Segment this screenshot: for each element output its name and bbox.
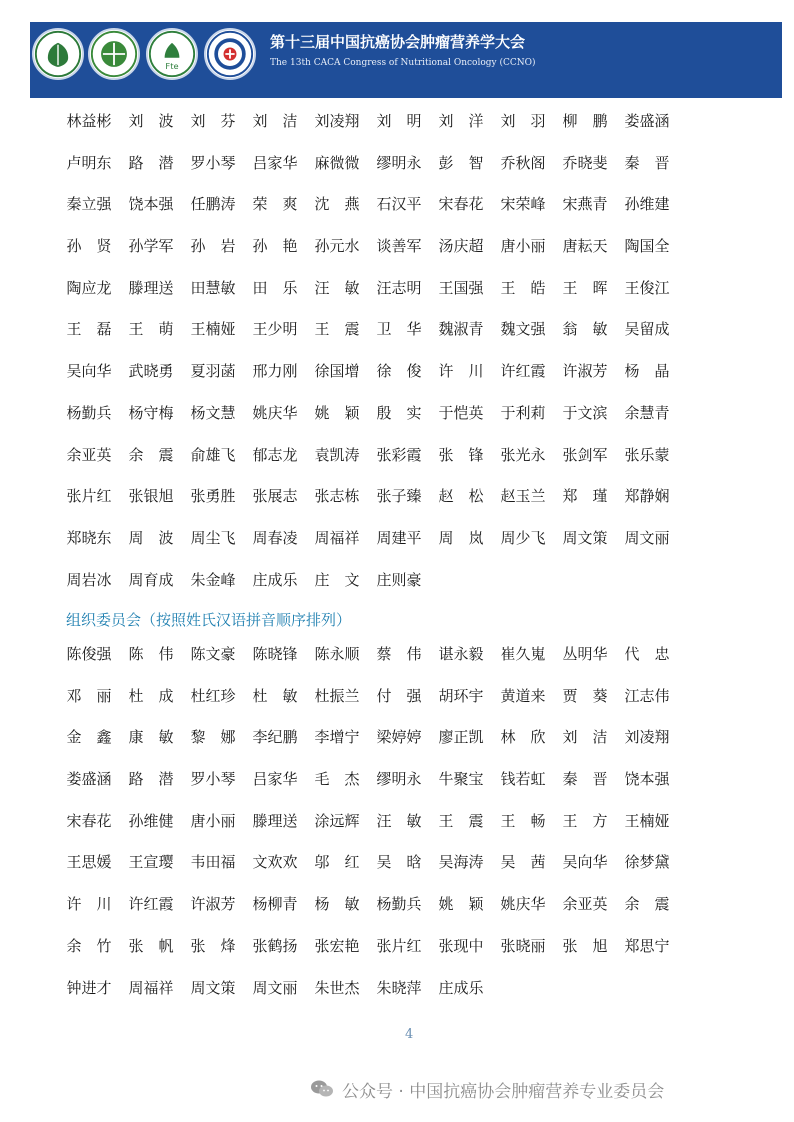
member-name: 蔡 伟 — [376, 645, 422, 663]
member-name: 宋荣峰 — [500, 195, 546, 214]
conference-title-cn: 第十三届中国抗癌协会肿瘤营养学大会 — [270, 33, 526, 51]
member-name: 于利莉 — [500, 403, 546, 422]
member-name: 周文丽 — [624, 528, 670, 547]
member-name: 许淑芳 — [190, 895, 236, 914]
member-name: 张银旭 — [128, 487, 174, 506]
member-name: 庄 文 — [314, 570, 360, 589]
member-name: 乔晓斐 — [562, 153, 608, 172]
member-name: 沈 燕 — [314, 195, 360, 214]
member-name: 唐小丽 — [190, 811, 236, 830]
member-name: 宋春花 — [438, 195, 484, 214]
member-name: 李纪鹏 — [252, 728, 298, 747]
member-name: 刘 洋 — [438, 112, 484, 130]
member-name: 张 帆 — [128, 936, 174, 955]
member-name: 罗小琴 — [190, 153, 236, 172]
member-name: 丛明华 — [562, 645, 608, 663]
member-name: 郑思宁 — [624, 936, 670, 955]
member-name: 王思媛 — [66, 853, 112, 872]
member-name: 庄成乐 — [252, 570, 298, 589]
member-name: 刘 波 — [128, 112, 174, 130]
member-name: 王少明 — [252, 320, 298, 339]
member-name: 路 潜 — [128, 770, 174, 789]
member-name: 王 震 — [314, 320, 360, 339]
member-name: 赵玉兰 — [500, 487, 546, 506]
member-name: 杨勤兵 — [376, 895, 422, 914]
member-name: 许 川 — [438, 362, 484, 381]
member-name: 金 鑫 — [66, 728, 112, 747]
member-name: 江志伟 — [624, 686, 670, 705]
member-name: 朱晓萍 — [376, 978, 422, 997]
member-name: 姚庆华 — [252, 403, 298, 422]
member-name: 张光永 — [500, 445, 546, 464]
member-name: 杜 敏 — [252, 686, 298, 705]
member-name: 张志栋 — [314, 487, 360, 506]
member-name: 张剑军 — [562, 445, 608, 464]
member-name: 王 萌 — [128, 320, 174, 339]
member-name: 吕家华 — [252, 770, 298, 789]
member-name: 王宣璎 — [128, 853, 174, 872]
footer-text: 公众号 · 中国抗癌协会肿瘤营养专业委员会 — [342, 1081, 665, 1102]
member-name: 胡环宇 — [438, 686, 484, 705]
member-name: 许红霞 — [128, 895, 174, 914]
member-name: 许淑芳 — [562, 362, 608, 381]
logo-3-text: Fte — [165, 60, 179, 71]
member-name: 陈晓锋 — [252, 645, 298, 663]
member-name: 余慧青 — [624, 403, 670, 422]
member-name: 杨 敏 — [314, 895, 360, 914]
member-name: 周福祥 — [314, 528, 360, 547]
member-name: 代 忠 — [624, 645, 670, 663]
member-name: 王 震 — [438, 811, 484, 830]
member-name: 刘 洁 — [562, 728, 608, 747]
member-name: 滕理送 — [128, 278, 174, 297]
member-name: 罗小琴 — [190, 770, 236, 789]
member-name: 王 皓 — [500, 278, 546, 297]
member-name: 许 川 — [66, 895, 112, 914]
member-name: 黎 娜 — [190, 728, 236, 747]
member-name: 吴向华 — [66, 362, 112, 381]
member-name: 林益彬 — [66, 112, 112, 130]
member-name: 王楠娅 — [190, 320, 236, 339]
member-name: 徐 俊 — [376, 362, 422, 381]
member-name: 朱金峰 — [190, 570, 236, 589]
member-name: 付 强 — [376, 686, 422, 705]
member-name: 吴向华 — [562, 853, 608, 872]
member-name: 黄道来 — [500, 686, 546, 705]
member-name: 陈 伟 — [128, 645, 174, 663]
member-name: 郑静娴 — [624, 487, 670, 506]
member-name: 王俊江 — [624, 278, 670, 297]
member-name: 张鹤扬 — [252, 936, 298, 955]
member-name: 张展志 — [252, 487, 298, 506]
member-name: 于恺英 — [438, 403, 484, 422]
member-name: 刘 洁 — [252, 112, 298, 130]
conference-banner — [30, 22, 782, 98]
member-name: 刘凌翔 — [624, 728, 670, 747]
member-name: 杜 成 — [128, 686, 174, 705]
member-name: 柳 鹏 — [562, 112, 608, 130]
member-name: 余 震 — [624, 895, 670, 914]
member-name: 任鹏涛 — [190, 195, 236, 214]
member-name: 张彩霞 — [376, 445, 422, 464]
member-name: 王 晖 — [562, 278, 608, 297]
member-name: 郁志龙 — [252, 445, 298, 464]
member-name: 汪 敏 — [376, 811, 422, 830]
member-name: 张乐蒙 — [624, 445, 670, 464]
member-name: 周福祥 — [128, 978, 174, 997]
member-name: 韦田福 — [190, 853, 236, 872]
member-name: 庄成乐 — [438, 978, 484, 997]
member-name: 乔秋阁 — [500, 153, 546, 172]
member-name: 秦 晋 — [562, 770, 608, 789]
footer-watermark — [310, 1077, 664, 1101]
member-name: 刘 芬 — [190, 112, 236, 130]
member-name: 饶本强 — [128, 195, 174, 214]
member-name: 邬 红 — [314, 853, 360, 872]
member-name: 陶应龙 — [66, 278, 112, 297]
member-name: 王 磊 — [66, 320, 112, 339]
member-name: 张子臻 — [376, 487, 422, 506]
member-name: 秦 晋 — [624, 153, 670, 172]
member-name: 邓 丽 — [66, 686, 112, 705]
member-name: 卢明东 — [66, 153, 112, 172]
member-name: 袁凯涛 — [314, 445, 360, 464]
member-name: 钟进才 — [66, 978, 112, 997]
member-name: 孙元水 — [314, 237, 360, 256]
member-name: 卫 华 — [376, 320, 422, 339]
member-name: 周春凌 — [252, 528, 298, 547]
member-name: 缪明永 — [376, 153, 422, 172]
member-name: 娄盛涵 — [66, 770, 112, 789]
member-name: 谌永毅 — [438, 645, 484, 663]
member-name: 邢力刚 — [252, 362, 298, 381]
logo-4-icon — [204, 28, 256, 80]
member-name: 张勇胜 — [190, 487, 236, 506]
member-name: 康 敏 — [128, 728, 174, 747]
member-name: 朱世杰 — [314, 978, 360, 997]
member-name: 秦立强 — [66, 195, 112, 214]
member-name: 石汉平 — [376, 195, 422, 214]
member-name: 周文策 — [190, 978, 236, 997]
member-name: 田慧敏 — [190, 278, 236, 297]
member-name: 陶国全 — [624, 237, 670, 256]
member-name: 于文滨 — [562, 403, 608, 422]
member-name: 周尘飞 — [190, 528, 236, 547]
member-name: 杨守梅 — [128, 403, 174, 422]
member-name: 张 烽 — [190, 936, 236, 955]
member-name: 张片红 — [376, 936, 422, 955]
member-name: 饶本强 — [624, 770, 670, 789]
member-name: 张现中 — [438, 936, 484, 955]
member-name: 吕家华 — [252, 153, 298, 172]
member-name: 麻微微 — [314, 153, 360, 172]
member-name: 张片红 — [66, 487, 112, 506]
organizing-committee-title: 组织委员会（按照姓氏汉语拼音顺序排列） — [66, 611, 352, 629]
member-name: 张 旭 — [562, 936, 608, 955]
member-name: 孙 艳 — [252, 237, 298, 256]
member-name: 宋春花 — [66, 811, 112, 830]
member-name: 夏羽菡 — [190, 362, 236, 381]
member-name: 陈俊强 — [66, 645, 112, 663]
member-name: 许红霞 — [500, 362, 546, 381]
member-name: 唐小丽 — [500, 237, 546, 256]
member-name: 刘 明 — [376, 112, 422, 130]
member-name: 杜振兰 — [314, 686, 360, 705]
member-name: 荣 爽 — [252, 195, 298, 214]
member-name: 孙维健 — [128, 811, 174, 830]
member-name: 娄盛涵 — [624, 112, 670, 130]
member-name: 李增宁 — [314, 728, 360, 747]
committee-2-name-list — [58, 641, 698, 1016]
member-name: 王 方 — [562, 811, 608, 830]
member-name: 余 震 — [128, 445, 174, 464]
member-name: 涂远辉 — [314, 811, 360, 830]
member-name: 姚庆华 — [500, 895, 546, 914]
member-name: 张 锋 — [438, 445, 484, 464]
member-name: 毛 杰 — [314, 770, 360, 789]
member-name: 周 岚 — [438, 528, 484, 547]
member-name: 刘 羽 — [500, 112, 546, 130]
member-name: 孙学军 — [128, 237, 174, 256]
member-name: 杨柳青 — [252, 895, 298, 914]
page-number: 4 — [405, 1027, 414, 1042]
member-name: 周岩冰 — [66, 570, 112, 589]
member-name: 周 波 — [128, 528, 174, 547]
member-name: 俞雄飞 — [190, 445, 236, 464]
member-name: 文欢欢 — [252, 853, 298, 872]
member-name: 周文丽 — [252, 978, 298, 997]
member-name: 徐梦黛 — [624, 853, 670, 872]
member-name: 周育成 — [128, 570, 174, 589]
member-name: 宋燕青 — [562, 195, 608, 214]
member-name: 牛聚宝 — [438, 770, 484, 789]
logo-2-icon — [88, 28, 140, 80]
member-name: 钱若虹 — [500, 770, 546, 789]
logo-1-icon — [32, 28, 84, 80]
member-name: 杨勤兵 — [66, 403, 112, 422]
member-name: 吴 茜 — [500, 853, 546, 872]
member-name: 余亚英 — [562, 895, 608, 914]
member-name: 滕理送 — [252, 811, 298, 830]
member-name: 孙 贤 — [66, 237, 112, 256]
member-name: 陈永顺 — [314, 645, 360, 663]
member-name: 余 竹 — [66, 936, 112, 955]
member-name: 周文策 — [562, 528, 608, 547]
member-name: 吴海涛 — [438, 853, 484, 872]
member-name: 汪志明 — [376, 278, 422, 297]
member-name: 余亚英 — [66, 445, 112, 464]
member-name: 孙 岩 — [190, 237, 236, 256]
member-name: 田 乐 — [252, 278, 298, 297]
member-name: 汤庆超 — [438, 237, 484, 256]
member-name: 张宏艳 — [314, 936, 360, 955]
member-name: 姚 颖 — [438, 895, 484, 914]
member-name: 周建平 — [376, 528, 422, 547]
member-name: 翁 敏 — [562, 320, 608, 339]
member-name: 吴 晗 — [376, 853, 422, 872]
member-name: 吴留成 — [624, 320, 670, 339]
committee-1-name-list — [58, 108, 698, 608]
member-name: 杨文慧 — [190, 403, 236, 422]
member-name: 魏文强 — [500, 320, 546, 339]
member-name: 彭 智 — [438, 153, 484, 172]
member-name: 孙维建 — [624, 195, 670, 214]
member-name: 张晓丽 — [500, 936, 546, 955]
member-name: 王国强 — [438, 278, 484, 297]
member-name: 路 潜 — [128, 153, 174, 172]
member-name: 郑 瑾 — [562, 487, 608, 506]
member-name: 周少飞 — [500, 528, 546, 547]
member-name: 王楠娅 — [624, 811, 670, 830]
logo-3-icon — [146, 28, 198, 80]
member-name: 杨 晶 — [624, 362, 670, 381]
member-name: 魏淑青 — [438, 320, 484, 339]
member-name: 赵 松 — [438, 487, 484, 506]
member-name: 陈文豪 — [190, 645, 236, 663]
member-name: 林 欣 — [500, 728, 546, 747]
conference-title-en: The 13th CACA Congress of Nutritional Oncology (CCNO) — [270, 58, 536, 68]
member-name: 贾 葵 — [562, 686, 608, 705]
member-name: 缪明永 — [376, 770, 422, 789]
member-name: 庄则豪 — [376, 570, 422, 589]
member-name: 梁婷婷 — [376, 728, 422, 747]
member-name: 谈善军 — [376, 237, 422, 256]
member-name: 刘凌翔 — [314, 112, 360, 130]
member-name: 廖正凯 — [438, 728, 484, 747]
member-name: 汪 敏 — [314, 278, 360, 297]
wechat-icon — [310, 1079, 334, 1099]
member-name: 武晓勇 — [128, 362, 174, 381]
member-name: 唐耘天 — [562, 237, 608, 256]
member-name: 崔久嵬 — [500, 645, 546, 663]
member-name: 王 畅 — [500, 811, 546, 830]
member-name: 杜红珍 — [190, 686, 236, 705]
member-name: 徐国增 — [314, 362, 360, 381]
member-name: 姚 颖 — [314, 403, 360, 422]
member-name: 郑晓东 — [66, 528, 112, 547]
member-name: 殷 实 — [376, 403, 422, 422]
